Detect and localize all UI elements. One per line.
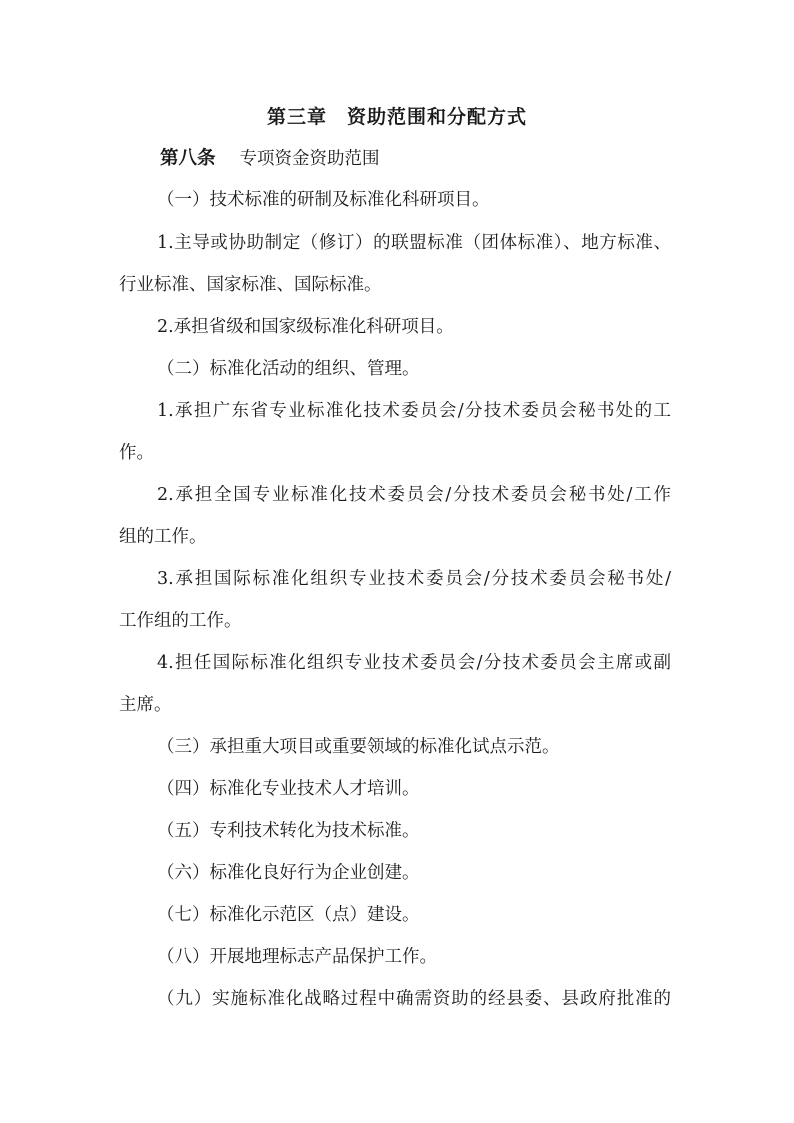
paragraph-line: （三）承担重大项目或重要领域的标准化试点示范。 — [157, 737, 560, 757]
paragraph-line: 4.担任国际标准化组织专业技术委员会/分技术委员会主席或副 — [157, 653, 671, 673]
paragraph-line: （一）技术标准的研制及标准化科研项目。 — [157, 190, 490, 210]
paragraph-line: （五）专利技术转化为技术标准。 — [157, 821, 420, 841]
article-title: 专项资金资助范围 — [239, 149, 380, 169]
paragraph-line: 3.承担国际标准化组织专业技术委员会/分技术委员会秘书处/ — [157, 569, 671, 589]
paragraph-line: （四）标准化专业技术人才培训。 — [157, 779, 420, 799]
paragraph-line: 1.承担广东省专业标准化技术委员会/分技术委员会秘书处的工 — [157, 401, 671, 421]
paragraph-line: 2.承担省级和国家级标准化科研项目。 — [157, 317, 454, 337]
chapter-title: 第三章 资助范围和分配方式 — [266, 106, 527, 128]
article-heading — [160, 147, 380, 171]
article-label: 第八条 — [160, 148, 216, 169]
paragraph-line: （七）标准化示范区（点）建设。 — [157, 905, 420, 925]
paragraph-line: 行业标准、国家标准、国际标准。 — [119, 275, 382, 295]
paragraph-line: 主席。 — [119, 695, 172, 715]
paragraph-line: （二）标准化活动的组织、管理。 — [157, 359, 420, 379]
paragraph-line: （八）开展地理标志产品保护工作。 — [157, 947, 437, 967]
paragraph-line: 1.主导或协助制定（修订）的联盟标准（团体标准）、地方标准、 — [157, 233, 671, 253]
paragraph-line: （六）标准化良好行为企业创建。 — [157, 863, 420, 883]
paragraph-line: 2.承担全国专业标准化技术委员会/分技术委员会秘书处/工作 — [157, 485, 671, 505]
paragraph-line: 作。 — [119, 443, 154, 463]
paragraph-line: （九）实施标准化战略过程中确需资助的经县委、县政府批准的 — [157, 989, 671, 1009]
paragraph-line: 组的工作。 — [119, 527, 207, 547]
paragraph-line: 工作组的工作。 — [119, 611, 242, 631]
